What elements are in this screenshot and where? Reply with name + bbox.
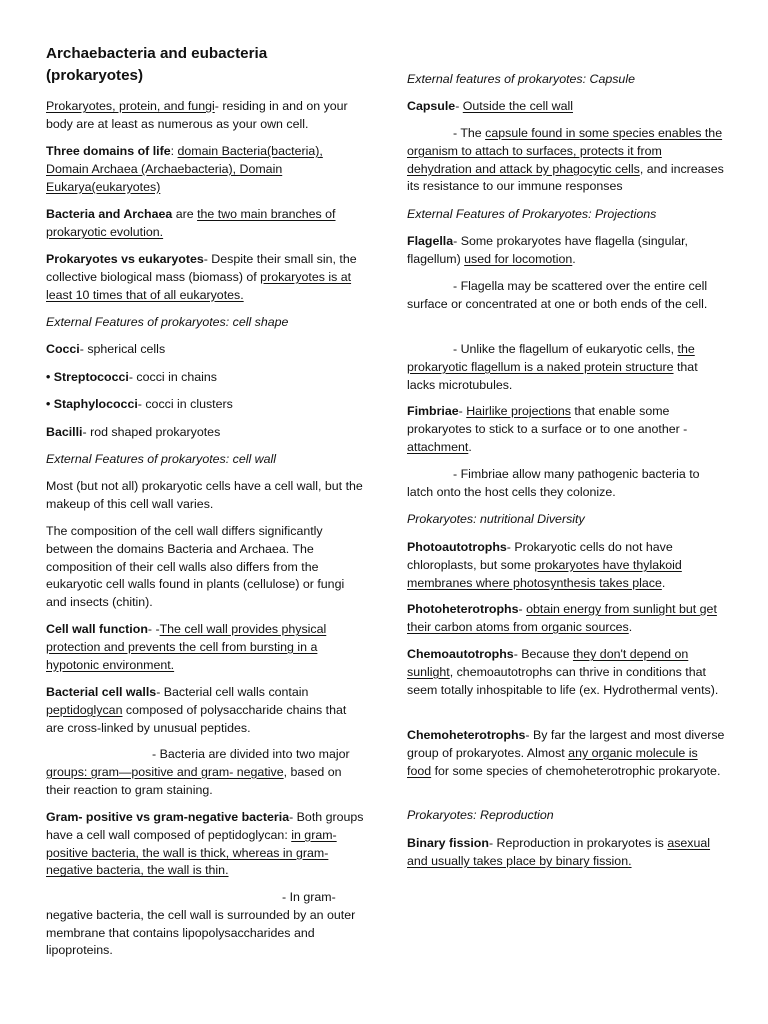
paragraph-flagella: Flagella- Some prokaryotes have flagella (singular, flagellum) used for locomotion. [407, 234, 688, 266]
paragraph-prokaryotes-vs-eukaryotes: Prokaryotes vs eukaryotes- Despite their small sin, the collective biological mass (biomass) of prokaryotes is at least 10 times that of all eukaryotes. [46, 252, 357, 302]
paragraph-chemoheterotrophs: Chemoheterotrophs- By far the largest and most diverse group of prokaryotes. Almost any organic molecule is food for some species of chemoheterotrophic prokaryote. [407, 728, 725, 778]
paragraph-chemoautotrophs: Chemoautotrophs- Because they don't depend on sunlight, chemoautotrophs can thrive in conditions that seem totally inhospitable to life (ex. Hydrothermal vents). [407, 647, 719, 697]
paragraph-bacteria-archaea: Bacteria and Archaea are the two main branches of prokaryotic evolution. [46, 207, 336, 239]
paragraph-cell-wall-function: Cell wall function- -The cell wall provides physical protection and prevents the cell from bursting in a hypotonic environment. [46, 622, 327, 672]
paragraph-gram-negative-membrane: - In gram-negative bacteria, the cell wall is surrounded by an outer membrane that contains lipopolysaccharides and lipoproteins. [46, 890, 356, 958]
paragraph-photoautotrophs: Photoautotrophs- Prokaryotic cells do not have chloroplasts, but some prokaryotes have thylakoid membranes where photosynthesis takes place. [407, 540, 682, 590]
document-title: Archaebacteria and eubacteria (prokaryotes) [46, 45, 268, 84]
heading-cell-shape: External Features of prokaryotes: cell shape [46, 315, 289, 329]
paragraph-gram-positive-vs-negative: Gram- positive vs gram-negative bacteria- Both groups have a cell wall composed of peptidoglycan: in gram-positive bacteria, the wall is thick, whereas in gram-negative bacteria, the wall is thin. [46, 810, 364, 878]
item-cocci: Cocci- spherical cells [46, 342, 166, 356]
item-staphylococci: • Staphylococci- cocci in clusters [46, 397, 233, 411]
paragraph-gram-groups: - Bacteria are divided into two major groups: gram—positive and gram- negative, based on their reaction to gram staining. [46, 747, 350, 797]
heading-nutritional-diversity: Prokaryotes: nutritional Diversity [407, 512, 585, 526]
paragraph-capsule-function: - The capsule found in some species enables the organism to attach to surfaces, protects it from dehydration and attack by phagocytic cells, and increases its resistance to our immune responses [407, 126, 724, 194]
paragraph-cell-wall-composition: The composition of the cell wall differs significantly between the domains Bacteria and Archaea. The composition of their cell walls also differs from the eukaryotic cell walls found in plants (cellulose) or fungi and insects (chitin). [46, 524, 345, 610]
paragraph-bacterial-cell-walls: Bacterial cell walls- Bacterial cell walls contain peptidoglycan composed of polysaccharide chains that are cross-linked by unusual peptides. [46, 685, 347, 735]
paragraph-cell-wall-makeup: Most (but not all) prokaryotic cells have a cell wall, but the makeup of this cell wall varies. [46, 479, 363, 511]
paragraph-flagella-structure: - Unlike the flagellum of eukaryotic cells, the prokaryotic flagellum is a naked protein structure that lacks microtubules. [407, 342, 698, 392]
heading-capsule: External features of prokaryotes: Capsule [407, 72, 635, 86]
heading-reproduction: Prokaryotes: Reproduction [407, 808, 554, 822]
item-streptococci: • Streptococci- cocci in chains [46, 370, 217, 384]
paragraph-fimbriae: Fimbriae- Hairlike projections that enable some prokaryotes to stick to a surface or to one another - attachment. [407, 404, 688, 454]
paragraph-binary-fission: Binary fission- Reproduction in prokaryotes is asexual and usually takes place by binary fission. [407, 836, 711, 868]
paragraph-prokaryotes-protein-fungi: Prokaryotes, protein, and fungi- residing in and on your body are at least as numerous as your own cell. [46, 99, 348, 131]
paragraph-three-domains: Three domains of life: domain Bacteria(bacteria), Domain Archaea (Archaebacteria), Domain Eukarya(eukaryotes) [46, 144, 323, 194]
heading-cell-wall: External Features of prokaryotes: cell wall [46, 452, 277, 466]
paragraph-photoheterotrophs: Photoheterotrophs- obtain energy from sunlight but get their carbon atoms from organic sources. [407, 602, 717, 634]
paragraph-fimbriae-pathogenic: - Fimbriae allow many pathogenic bacteria to latch onto the host cells they colonize. [407, 467, 700, 499]
item-bacilli: Bacilli- rod shaped prokaryotes [46, 425, 221, 439]
paragraph-flagella-distribution: - Flagella may be scattered over the entire cell surface or concentrated at one or both ends of the cell. [407, 279, 708, 311]
paragraph-capsule: Capsule- Outside the cell wall [407, 99, 573, 113]
heading-projections: External Features of Prokaryotes: Projections [407, 207, 657, 221]
